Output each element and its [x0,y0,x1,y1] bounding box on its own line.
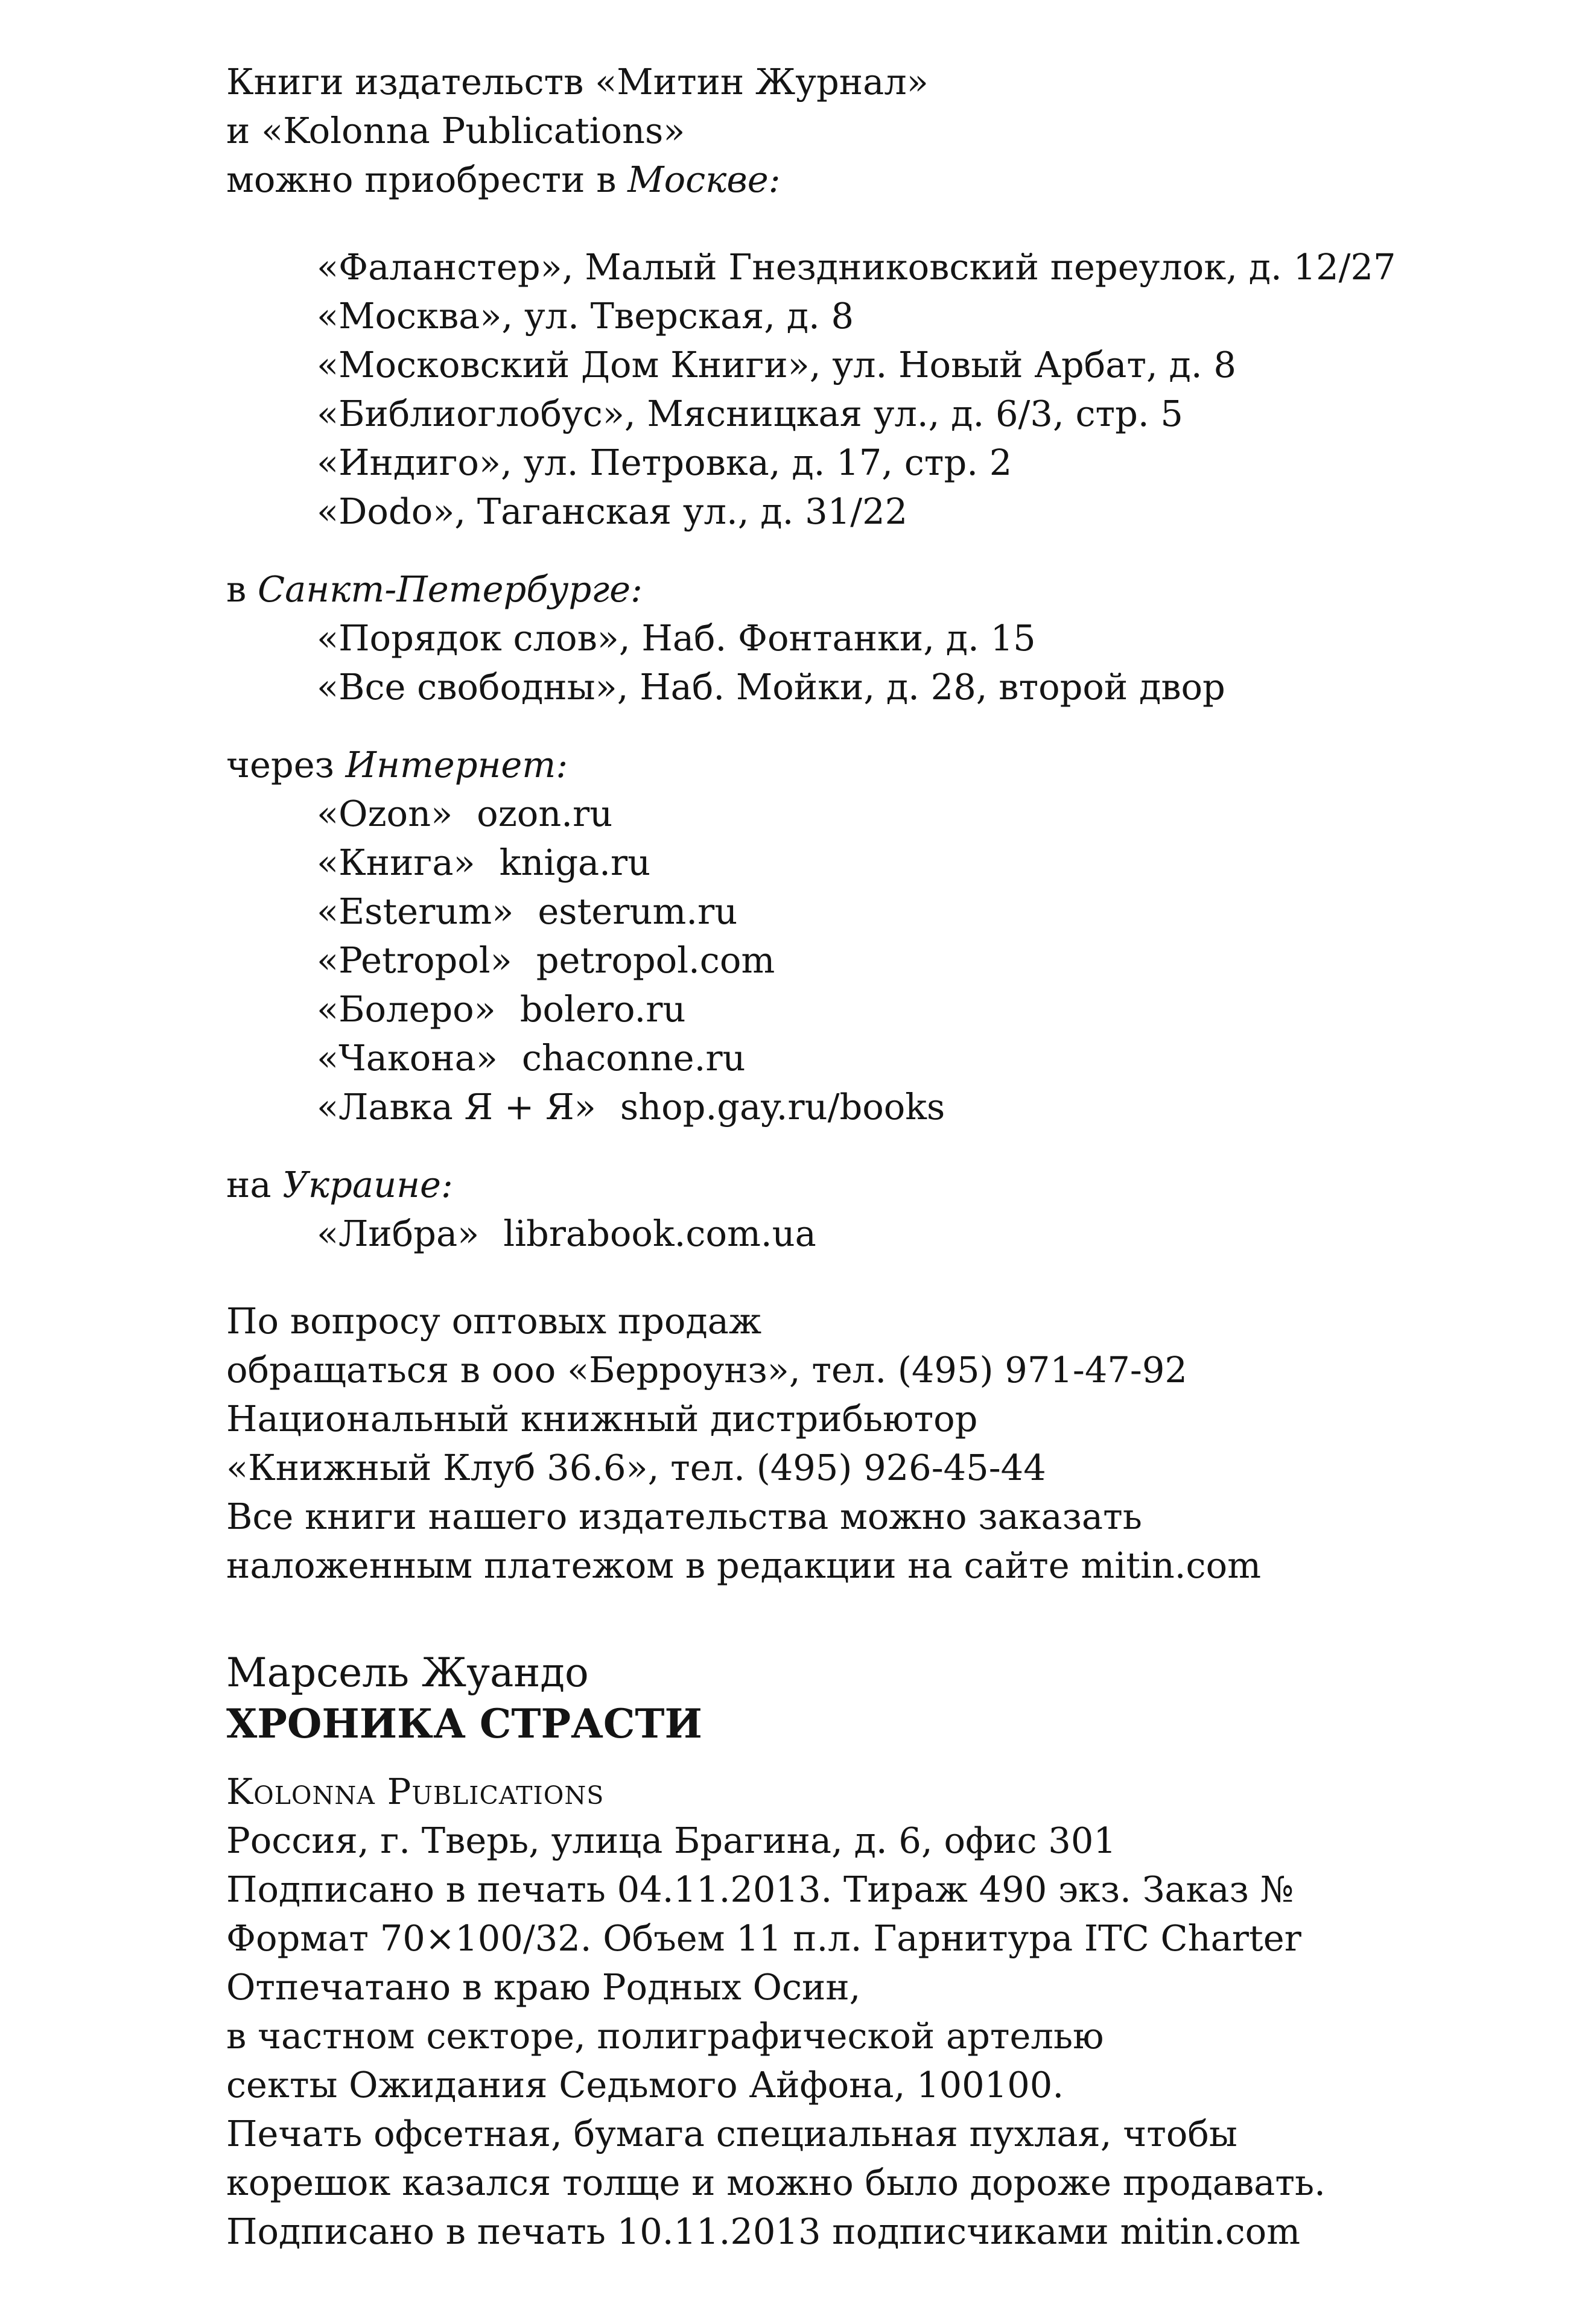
store-item: «Dodo», Таганская ул., д. 31/22 [317,491,908,532]
ukraine-block [226,1160,1554,1258]
book-title: ХРОНИКА СТРАСТИ [226,1700,702,1747]
shop-name: «Petropol» [317,939,512,981]
shop-name: «Болеро» [317,988,496,1030]
online-shop [226,1209,1554,1258]
online-shop [226,936,1554,985]
book-author: Марсель Жуандо [226,1649,589,1696]
imprint-line: Печать офсетная, бумага специальная пухлая, чтобы [226,2113,1237,2154]
imprint-line: Формат 70×100/32. Объем 11 п.л. Гарнитура ITC Charter [226,1917,1301,1959]
imprint-line: секты Ожидания Седьмого Айфона, 100100. [226,2064,1064,2106]
wholesale-line: обращаться в ооо «Берроунз», тел. (495) 971-47-92 [226,1349,1187,1391]
wholesale-line: По вопросу оптовых продаж [226,1300,762,1342]
wholesale-line: наложенным платежом в редакции на сайте mitin.com [226,1545,1262,1586]
shop-name: «Книга» [317,842,475,883]
online-shop [226,1082,1554,1131]
imprint-line: Отпечатано в краю Родных Осин, [226,1966,861,2008]
shop-url: librabook.com.ua [503,1213,816,1254]
spb-block [226,565,1554,711]
intro-line: и «Kolonna Publications» [226,110,685,151]
book-block [226,1648,1554,1749]
shop-url: ozon.ru [477,793,613,834]
imprint-line: Подписано в печать 10.11.2013 подписчиками mitin.com [226,2211,1301,2252]
online-shop [226,887,1554,936]
city-moscow: Москве: [627,159,781,200]
wholesale-line: Национальный книжный дистрибьютор [226,1398,978,1440]
city-heading [226,565,1554,614]
intro-line [226,155,1554,204]
online-shop [226,838,1554,887]
intro-block [226,57,1554,204]
store-item: «Все свободны», Наб. Мойки, д. 28, второй двор [317,666,1225,708]
imprint-line: Подписано в печать 04.11.2013. Тираж 490 экз. Заказ № [226,1868,1294,1910]
internet-prefix: через [226,744,346,786]
shop-url: bolero.ru [519,988,686,1030]
internet-label: Интернет: [345,744,568,786]
online-shop [226,789,1554,838]
imprint-line: корешок казался толще и можно было дороже продавать. [226,2162,1326,2203]
country-heading [226,1160,1554,1209]
city-prefix: в [226,568,258,610]
shop-name: «Лавка Я + Я» [317,1086,596,1128]
store-item: «Индиго», ул. Петровка, д. 17, стр. 2 [317,442,1012,483]
shop-name: «Чакона» [317,1037,498,1079]
publisher-name: Kolonna Publications [226,1771,605,1812]
internet-block [226,740,1554,1131]
store-item: «Библиоглобус», Мясницкая ул., д. 6/3, стр. 5 [317,393,1183,434]
moscow-store-list [226,243,1554,536]
store-item: «Московский Дом Книги», ул. Новый Арбат, д. 8 [317,344,1236,386]
shop-url: shop.gay.ru/books [620,1086,945,1128]
colophon-page [226,57,1554,2256]
online-shop [226,985,1554,1033]
wholesale-line: «Книжный Клуб 36.6», тел. (495) 926-45-44 [226,1447,1046,1488]
country-prefix: на [226,1164,283,1205]
shop-name: «Ozon» [317,793,453,834]
shop-url: chaconne.ru [521,1037,746,1079]
wholesale-block [226,1297,1554,1590]
shop-url: petropol.com [536,939,775,981]
store-item: «Москва», ул. Тверская, д. 8 [317,295,854,337]
city-spb: Санкт-Петербурге: [257,568,643,610]
store-item: «Фаланстер», Малый Гнездниковский переулок, д. 12/27 [317,246,1396,288]
internet-heading [226,740,1554,789]
imprint-line: в частном секторе, полиграфической артелью [226,2015,1104,2057]
imprint-block [226,1767,1554,2256]
shop-name: «Либра» [317,1213,480,1254]
store-item: «Порядок слов», Наб. Фонтанки, д. 15 [317,617,1036,659]
intro-prefix: можно приобрести в [226,159,628,200]
country-ukraine: Украине: [282,1164,453,1205]
online-shop [226,1033,1554,1082]
shop-url: kniga.ru [499,842,651,883]
imprint-line: Россия, г. Тверь, улица Брагина, д. 6, офис 301 [226,1820,1116,1861]
intro-line: Книги издательств «Митин Журнал» [226,61,929,103]
shop-url: esterum.ru [538,891,738,932]
wholesale-line: Все книги нашего издательства можно заказать [226,1496,1142,1537]
shop-name: «Esterum» [317,891,514,932]
